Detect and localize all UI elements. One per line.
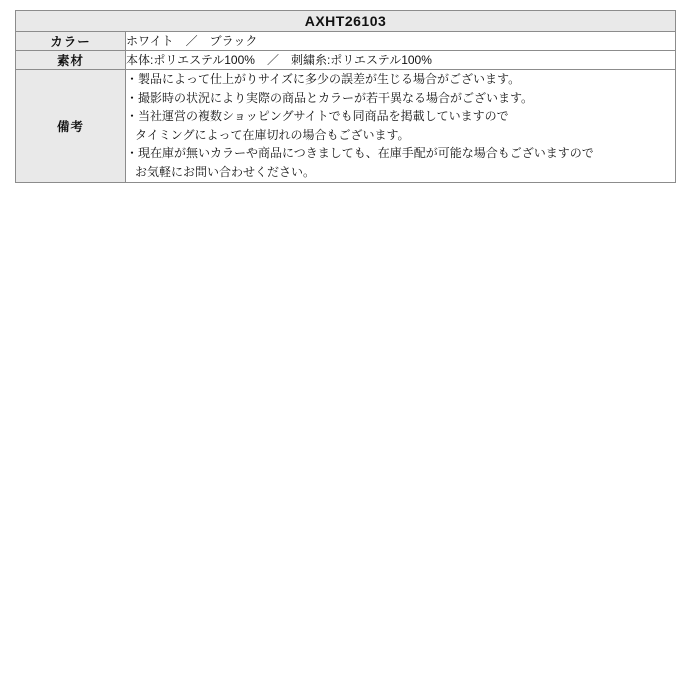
- row-value-material: [126, 51, 676, 70]
- color-value-text: ホワイト ／ ブラック: [126, 34, 258, 48]
- table-row: [16, 70, 676, 183]
- table-row: [16, 32, 676, 51]
- product-code: AXHT26103: [16, 11, 676, 32]
- note-line: タイミングによって在庫切れの場合もございます。: [135, 127, 410, 142]
- table-row-title: [16, 11, 676, 32]
- note-line: ・撮影時の状況により実際の商品とカラーが若干異なる場合がございます。: [126, 90, 534, 105]
- note-line: お気軽にお問い合わせください。: [135, 164, 316, 179]
- row-label-color: カラー: [16, 32, 126, 51]
- note-line: ・製品によって仕上がりサイズに多少の誤差が生じる場合がございます。: [126, 72, 521, 86]
- note-line: ・現在庫が無いカラーや商品につきましても、在庫手配が可能な場合もございますので: [126, 146, 594, 161]
- material-value-text: 本体:ポリエステル100% ／ 刺繍糸:ポリエステル100%: [126, 53, 432, 67]
- row-value-color: [126, 32, 676, 51]
- row-label-material: 素材: [16, 51, 126, 70]
- product-spec-table: [15, 10, 676, 183]
- row-label-notes: 備考: [16, 70, 126, 183]
- row-value-notes: [126, 70, 676, 183]
- table-row: [16, 51, 676, 70]
- note-line: ・当社運営の複数ショッピングサイトでも同商品を掲載していますので: [126, 109, 509, 124]
